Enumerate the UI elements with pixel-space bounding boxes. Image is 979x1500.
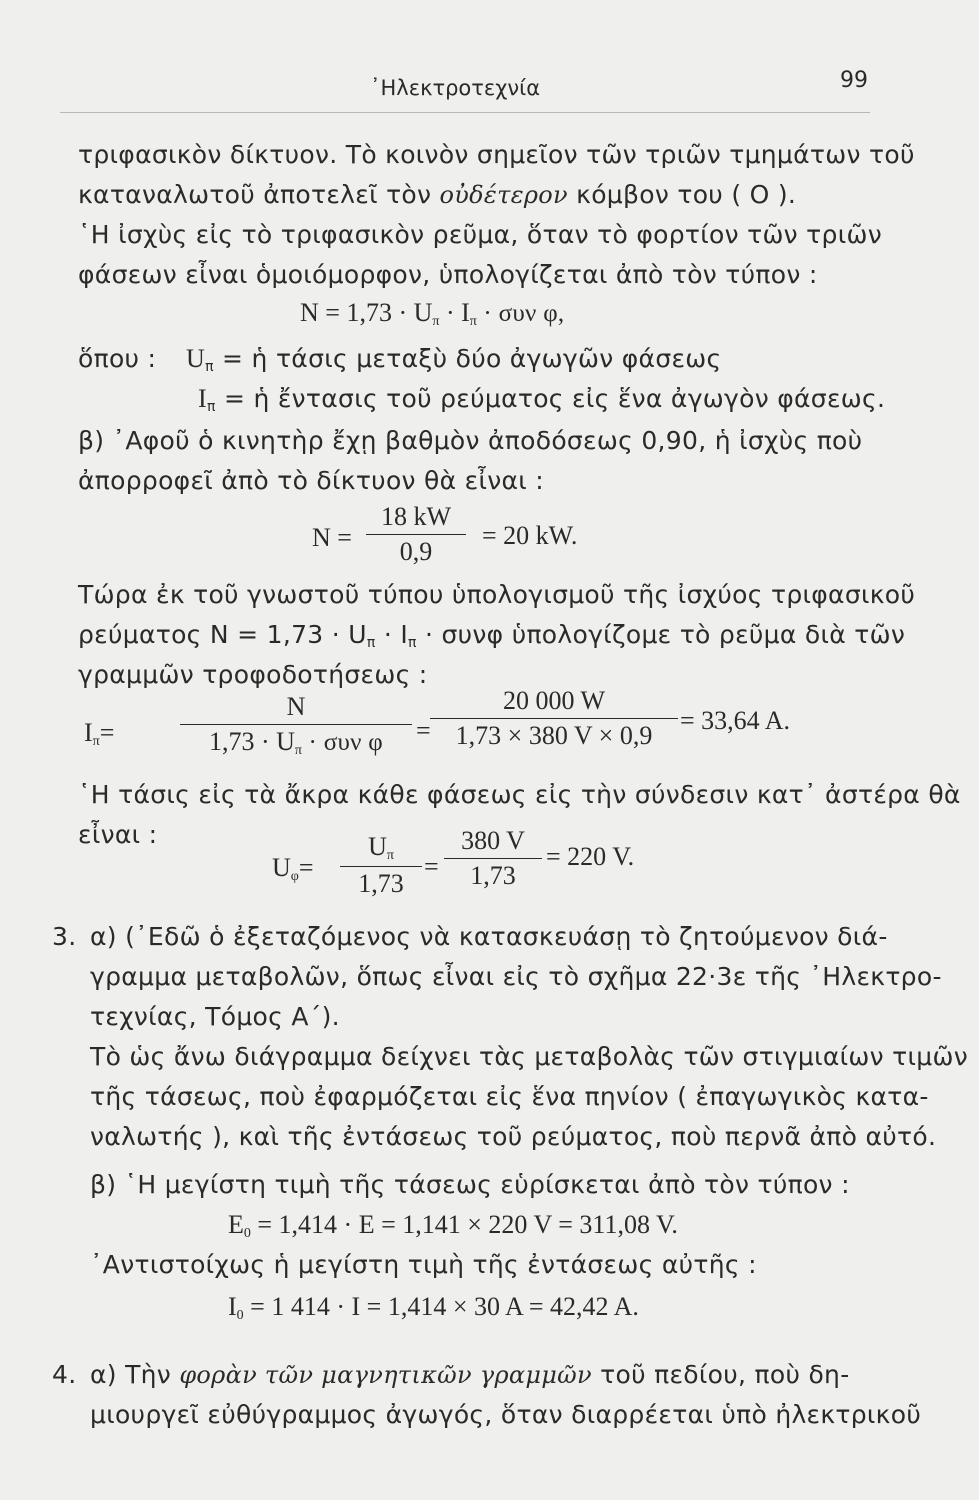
symbol: E (228, 1210, 244, 1239)
formula-lhs (272, 853, 314, 885)
subscript: 0 (243, 1226, 251, 1241)
formula-lhs (84, 718, 114, 750)
paragraph-line: τεχνίας, Τόμος Α΄). (90, 1002, 340, 1031)
symbol: I (228, 1292, 237, 1321)
paragraph-line (78, 620, 905, 651)
i-definition (198, 384, 885, 415)
subscript: π (469, 314, 477, 329)
paragraph-line: φάσεων εἶναι ὁμοιόμορφον, ὑπολογίζεται ἀπὸ τὸν τύπον : (78, 260, 818, 289)
numerator: 18 kW (366, 502, 466, 535)
page-number: 99 (840, 68, 868, 93)
formula-part: N = 1,73 · U (300, 298, 433, 327)
paragraph-line: β) ᾽Αφοῦ ὁ κινητὴρ ἔχῃ βαθμὸν ἀποδόσεως 0,90, ἡ ἰσχὺς ποὺ (78, 426, 863, 455)
symbol: I (198, 384, 207, 413)
paragraph-line: ναλωτής ), καὶ τῆς ἐντάσεως τοῦ ρεύματος, ποὺ περνᾶ ἀπὸ αὐτό. (90, 1122, 937, 1151)
text-span: 1,73 · U (208, 727, 295, 756)
max-voltage-formula (228, 1210, 678, 1242)
max-current-formula (228, 1292, 639, 1324)
where-label: ὅπου : (78, 344, 157, 373)
equals: = (416, 716, 431, 745)
denominator: 0,9 (399, 537, 433, 566)
subscript: π (92, 734, 100, 749)
subscript: π (432, 314, 440, 329)
equals: = (424, 852, 439, 881)
symbol: U (368, 832, 387, 861)
header-rule (60, 112, 870, 113)
denominator (180, 725, 412, 759)
denominator: 1,73 × 380 V × 0,9 (455, 721, 653, 750)
fraction-380v (444, 826, 542, 891)
subscript: π (366, 635, 376, 651)
text-span: ρεύματος N = 1,73 · U (78, 620, 367, 649)
formula-part: · I (439, 298, 470, 327)
fraction-n-over-denominator (180, 692, 412, 759)
paragraph-line (78, 180, 796, 209)
paragraph-line: ἀπορροφεῖ ἀπὸ τὸ δίκτυον θὰ εἶναι : (78, 466, 545, 495)
paragraph-line: α) (᾽Εδῶ ὁ ἐξεταζόμενος νὰ κατασκευάσῃ τὸ ζητούμενον διά- (90, 922, 888, 951)
formula-part: = 1 414 · I = 1,414 × 30 A = 42,42 A. (243, 1292, 639, 1321)
formula-rhs: = 220 V. (546, 842, 635, 871)
italic-term: οὐδέτερον (439, 181, 568, 209)
power-formula (300, 298, 564, 330)
paragraph-line: γραμμῶν τροφοδοτήσεως : (78, 660, 428, 689)
paragraph-line: Τώρα ἐκ τοῦ γνωστοῦ τύπου ὑπολογισμοῦ τῆς ἰσχύος τριφασικοῦ (78, 580, 916, 609)
numerator: 380 V (444, 826, 542, 859)
u-definition (186, 344, 722, 375)
paragraph-line: β) ῾Η μεγίστη τιμὴ τῆς τάσεως εὑρίσκεται ἀπὸ τὸν τύπον : (90, 1170, 850, 1199)
paragraph-line: γραμμα μεταβολῶν, ὅπως εἶναι εἰς τὸ σχῆμα 22·3ε τῆς ᾽Ηλεκτρο- (90, 962, 942, 991)
numerator: 20 000 W (430, 686, 678, 719)
text-span: · I (375, 620, 408, 649)
paragraph-line: τῆς τάσεως, ποὺ ἐφαρμόζεται εἰς ἕνα πηνίον ( ἐπαγωγικὸς κατα- (90, 1082, 929, 1111)
subscript: 0 (236, 1308, 244, 1323)
item-number: 3. (52, 922, 77, 951)
subscript: π (294, 743, 302, 758)
denominator: 1,73 (358, 869, 404, 898)
formula-part: · συν φ, (476, 300, 565, 327)
running-header-title: ᾽Ηλεκτροτεχνία (370, 76, 541, 100)
fraction-20000w (430, 686, 678, 751)
equals: = (99, 718, 115, 747)
text-span: τοῦ πεδίου, ποὺ δη- (591, 1360, 850, 1389)
paragraph-line: εἶναι : (78, 820, 158, 849)
text-span: καταναλωτοῦ ἀποτελεῖ τὸν (78, 180, 440, 209)
subscript: π (205, 359, 214, 375)
formula-rhs: = 20 kW. (482, 521, 578, 550)
equals: = (298, 853, 314, 882)
paragraph-line (90, 1360, 850, 1389)
text-span: α) Τὴν (90, 1360, 180, 1389)
subscript: π (386, 848, 394, 863)
symbol: I (84, 718, 93, 747)
item-number: 4. (52, 1360, 77, 1389)
subscript: π (408, 635, 417, 651)
italic-term: φορὰν τῶν μαγνητικῶν γραμμῶν (179, 1361, 592, 1389)
fraction-18kw (366, 502, 466, 567)
paragraph-line: μιουργεῖ εὐθύγραμμος ἀγωγός, ὅταν διαρρέεται ὑπὸ ἠλεκτρικοῦ (90, 1400, 922, 1429)
formula-rhs: = 33,64 A. (680, 706, 791, 735)
symbol: U (272, 853, 291, 882)
paragraph-line: τριφασικὸν δίκτυον. Τὸ κοινὸν σημεῖον τῶν τριῶν τμημάτων τοῦ (78, 140, 915, 169)
paragraph-line: Τὸ ὡς ἄνω διάγραμμα δείχνει τὰς μεταβολὰς τῶν στιγμιαίων τιμῶν (90, 1042, 968, 1071)
formula-part: = 1,414 · E = 1,141 × 220 V = 311,08 V. (250, 1210, 678, 1239)
fraction-u-over-173 (340, 832, 422, 899)
denominator: 1,73 (470, 861, 516, 890)
subscript: π (206, 399, 216, 415)
numerator: N (180, 692, 412, 725)
definition-text: = ἡ τάσις μεταξὺ δύο ἀγωγῶν φάσεως (213, 344, 722, 373)
text-span: · συν φ (301, 729, 384, 756)
text-span: κόμβον του ( Ο ). (567, 180, 797, 209)
formula-lhs: N = (312, 523, 352, 552)
symbol: U (186, 344, 206, 373)
definition-text: = ἡ ἔντασις τοῦ ρεύματος εἰς ἕνα ἀγωγὸν φάσεως. (215, 384, 886, 413)
paragraph-line: ᾽Αντιστοίχως ἡ μεγίστη τιμὴ τῆς ἐντάσεως αὐτῆς : (90, 1250, 757, 1279)
paragraph-line: ῾Η τάσις εἰς τὰ ἄκρα κάθε φάσεως εἰς τὴν σύνδεσιν κατ᾽ ἀστέρα θὰ (78, 780, 961, 809)
paragraph-line: ῾Η ἰσχὺς εἰς τὸ τριφασικὸν ρεῦμα, ὅταν τὸ φορτίον τῶν τριῶν (78, 220, 882, 249)
numerator (340, 832, 422, 867)
text-span: · συνφ ὑπολογίζομε τὸ ρεῦμα διὰ τῶν (416, 620, 906, 649)
subscript: φ (290, 869, 299, 884)
